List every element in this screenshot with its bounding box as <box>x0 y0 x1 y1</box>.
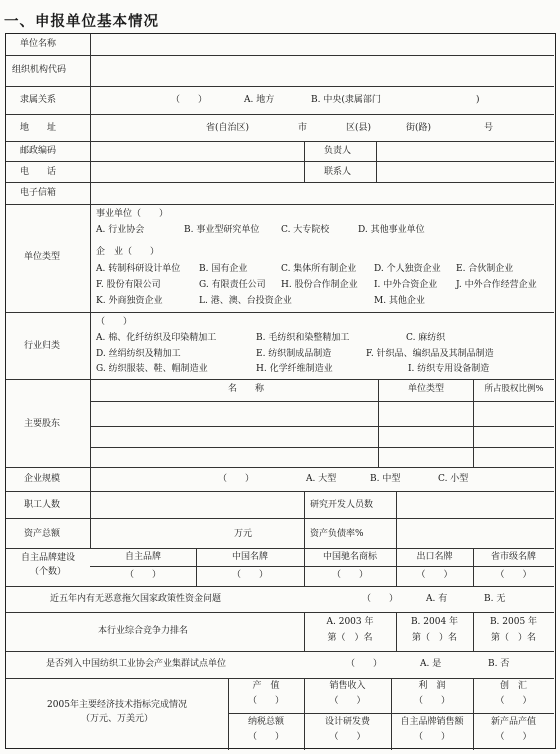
ent-opt-f[interactable]: F. 股份有限公司 <box>96 280 161 290</box>
contact-person-field[interactable] <box>378 163 552 181</box>
ent-opt-l[interactable]: L. 港、澳、台投资企业 <box>199 296 292 306</box>
industry-opt-g[interactable]: G. 纺织服装、鞋、帽制造业 <box>96 364 208 374</box>
indicator-new-product-value[interactable]: （ ） <box>495 732 532 742</box>
ent-opt-k[interactable]: K. 外商独资企业 <box>96 296 163 306</box>
shareholder-name-header: 名 称 <box>227 384 264 394</box>
debt-ratio-label: 资产负债率% <box>310 529 364 539</box>
brand-count-export[interactable]: （ ） <box>416 570 453 580</box>
public-opt-d[interactable]: D. 其他事业单位 <box>358 225 425 235</box>
public-unit-label[interactable]: 事业单位（ ） <box>96 209 169 219</box>
assets-unit: 万元 <box>234 529 253 539</box>
ent-opt-e[interactable]: E. 合伙制企业 <box>456 264 514 274</box>
indicator-forex-value[interactable]: （ ） <box>495 696 532 706</box>
phone-label: 电 话 <box>20 167 57 177</box>
shareholder-row-3[interactable] <box>92 449 376 466</box>
ent-opt-m[interactable]: M. 其他企业 <box>374 296 425 306</box>
indicator-sales-value[interactable]: （ ） <box>329 696 366 706</box>
indicator-brand-sales-label: 自主品牌销售额 <box>400 717 464 727</box>
rd-staff-label: 研究开发人员数 <box>310 500 374 510</box>
scale-opt-a[interactable]: A. 大型 <box>306 474 337 484</box>
address-province: 省(自治区) <box>206 123 250 133</box>
industry-opt-a[interactable]: A. 棉、化纤纺织及印染精加工 <box>96 333 217 343</box>
industry-label: 行业归类 <box>24 341 61 351</box>
assets-label: 资产总额 <box>24 529 61 539</box>
ent-opt-j[interactable]: J. 中外合作经营企业 <box>456 280 537 290</box>
staff-label: 职工人数 <box>24 500 61 510</box>
ent-opt-a[interactable]: A. 转制科研设计单位 <box>96 264 181 274</box>
affiliation-bracket[interactable]: （ ） <box>171 95 208 105</box>
affiliation-label: 隶属关系 <box>20 95 57 105</box>
brand-header-trademark: 中国驰名商标 <box>322 552 377 562</box>
ent-opt-d[interactable]: D. 个人独资企业 <box>374 264 441 274</box>
public-opt-a[interactable]: A. 行业协会 <box>96 225 145 235</box>
industry-bracket[interactable]: （ ） <box>96 317 133 327</box>
brand-header-provincial: 省市级名牌 <box>490 552 536 562</box>
indicator-rd-label: 设计研发费 <box>324 717 370 727</box>
postcode-label: 邮政编码 <box>20 146 57 156</box>
unit-name-field[interactable] <box>92 35 552 54</box>
rank-2005-label: B. 2005 年 <box>489 617 538 627</box>
ent-opt-g[interactable]: G. 有限责任公司 <box>199 280 266 290</box>
industry-opt-c[interactable]: C. 麻纺织 <box>406 333 446 343</box>
address-city: 市 <box>298 123 308 133</box>
shareholders-label: 主要股东 <box>24 419 61 429</box>
org-code-field[interactable] <box>92 57 552 85</box>
staff-field[interactable] <box>92 493 302 517</box>
brand-header-export: 出口名牌 <box>416 552 453 562</box>
indicator-tax-value[interactable]: （ ） <box>247 732 284 742</box>
pilot-opt-b[interactable]: B. 否 <box>488 659 510 669</box>
indicator-new-product-label: 新产品产值 <box>490 717 536 727</box>
rank-2004-place[interactable]: 第（ ）名 <box>411 633 457 643</box>
indicator-rd-value[interactable]: （ ） <box>329 732 366 742</box>
scale-label: 企业规模 <box>24 474 61 484</box>
indicator-output-value[interactable]: （ ） <box>247 696 284 706</box>
brand-count-trademark[interactable]: （ ） <box>331 570 368 580</box>
indicators-label: 2005年主要经济技术指标完成情况 <box>47 700 187 710</box>
industry-opt-b[interactable]: B. 毛纺织和染整精加工 <box>256 333 350 343</box>
scale-opt-b[interactable]: B. 中型 <box>370 474 401 484</box>
contact-person-label: 联系人 <box>324 167 352 177</box>
rank-2003-label: A. 2003 年 <box>326 617 374 627</box>
address-label: 地 址 <box>20 123 57 133</box>
industry-opt-i[interactable]: I. 纺织专用设备制造 <box>408 364 490 374</box>
address-street: 街(路) <box>406 123 432 133</box>
indicator-forex-label: 创 汇 <box>499 681 527 691</box>
rank-2004-label: B. 2004 年 <box>410 617 459 627</box>
indicators-unit: （万元、万美元） <box>80 714 153 724</box>
ent-opt-i[interactable]: I. 中外合资企业 <box>374 280 438 290</box>
brand-sublabel: （个数） <box>29 567 66 577</box>
indicator-output-label: 产 值 <box>252 681 280 691</box>
brand-count-provincial[interactable]: （ ） <box>495 570 532 580</box>
shareholder-row-2[interactable] <box>92 428 376 446</box>
shareholder-row-1[interactable] <box>92 403 376 425</box>
org-code-label: 组织机构代码 <box>12 65 67 75</box>
indicator-tax-label: 纳税总额 <box>247 717 284 727</box>
brand-header-china: 中国名牌 <box>231 552 268 562</box>
brand-header-own: 自主品牌 <box>124 552 161 562</box>
unit-name-label: 单位名称 <box>20 39 57 49</box>
debt-ratio-field[interactable] <box>398 520 552 547</box>
ent-opt-c[interactable]: C. 集体所有制企业 <box>281 264 357 274</box>
rank-2003-place[interactable]: 第（ ）名 <box>327 633 373 643</box>
brand-count-china[interactable]: （ ） <box>231 570 268 580</box>
industry-opt-e[interactable]: E. 纺织制成品制造 <box>256 349 332 359</box>
email-label: 电子信箱 <box>20 188 57 198</box>
head-label: 负责人 <box>324 146 352 156</box>
brand-count-own[interactable]: （ ） <box>124 570 161 580</box>
address-number: 号 <box>484 123 494 133</box>
scale-opt-c[interactable]: C. 小型 <box>438 474 469 484</box>
industry-opt-d[interactable]: D. 丝绢纺织及精加工 <box>96 349 181 359</box>
application-form <box>5 33 556 749</box>
enterprise-label[interactable]: 企 业（ ） <box>96 247 160 257</box>
public-opt-b[interactable]: B. 事业型研究单位 <box>184 225 260 235</box>
phone-field[interactable] <box>92 163 302 181</box>
arrears-bracket[interactable]: （ ） <box>362 594 399 604</box>
arrears-opt-a[interactable]: A. 有 <box>426 594 448 604</box>
industry-opt-f[interactable]: F. 针织品、编织品及其制品制造 <box>366 349 494 359</box>
section-title: 一、申报单位基本情况 <box>4 14 159 30</box>
brand-label: 自主品牌建设 <box>20 553 75 563</box>
indicator-profit-value[interactable]: （ ） <box>413 696 450 706</box>
public-opt-c[interactable]: C. 大专院校 <box>281 225 330 235</box>
address-district: 区(县) <box>346 123 372 133</box>
arrears-opt-b[interactable]: B. 无 <box>484 594 506 604</box>
affiliation-option-b[interactable]: B. 中央(隶属部门 <box>311 95 381 105</box>
affiliation-close: ) <box>476 95 480 105</box>
rank-2005-place[interactable]: 第（ ）名 <box>490 633 536 643</box>
pilot-bracket[interactable]: （ ） <box>346 659 383 669</box>
shareholder-type-header: 单位类型 <box>407 384 444 394</box>
scale-bracket[interactable]: （ ） <box>218 474 255 484</box>
email-field[interactable] <box>92 184 552 203</box>
ent-opt-b[interactable]: B. 国有企业 <box>199 264 248 274</box>
pilot-opt-a[interactable]: A. 是 <box>420 659 442 669</box>
postcode-field[interactable] <box>92 143 302 160</box>
affiliation-option-a[interactable]: A. 地方 <box>244 95 275 105</box>
indicator-brand-sales-value[interactable]: （ ） <box>413 732 450 742</box>
ent-opt-h[interactable]: H. 股份合作制企业 <box>281 280 358 290</box>
industry-opt-h[interactable]: H. 化学纤维制造业 <box>256 364 333 374</box>
pilot-question: 是否列入中国纺织工业协会产业集群试点单位 <box>46 659 227 669</box>
indicator-sales-label: 销售收入 <box>329 681 366 691</box>
indicator-profit-label: 利 润 <box>418 681 446 691</box>
head-field[interactable] <box>378 143 552 160</box>
unit-type-label: 单位类型 <box>24 252 61 262</box>
shareholder-share-header: 所占股权比例% <box>484 384 544 394</box>
rank-label: 本行业综合竞争力排名 <box>98 626 189 636</box>
rd-staff-field[interactable] <box>398 493 552 517</box>
arrears-question: 近五年内有无恶意拖欠国家政策性资金问题 <box>50 594 222 604</box>
